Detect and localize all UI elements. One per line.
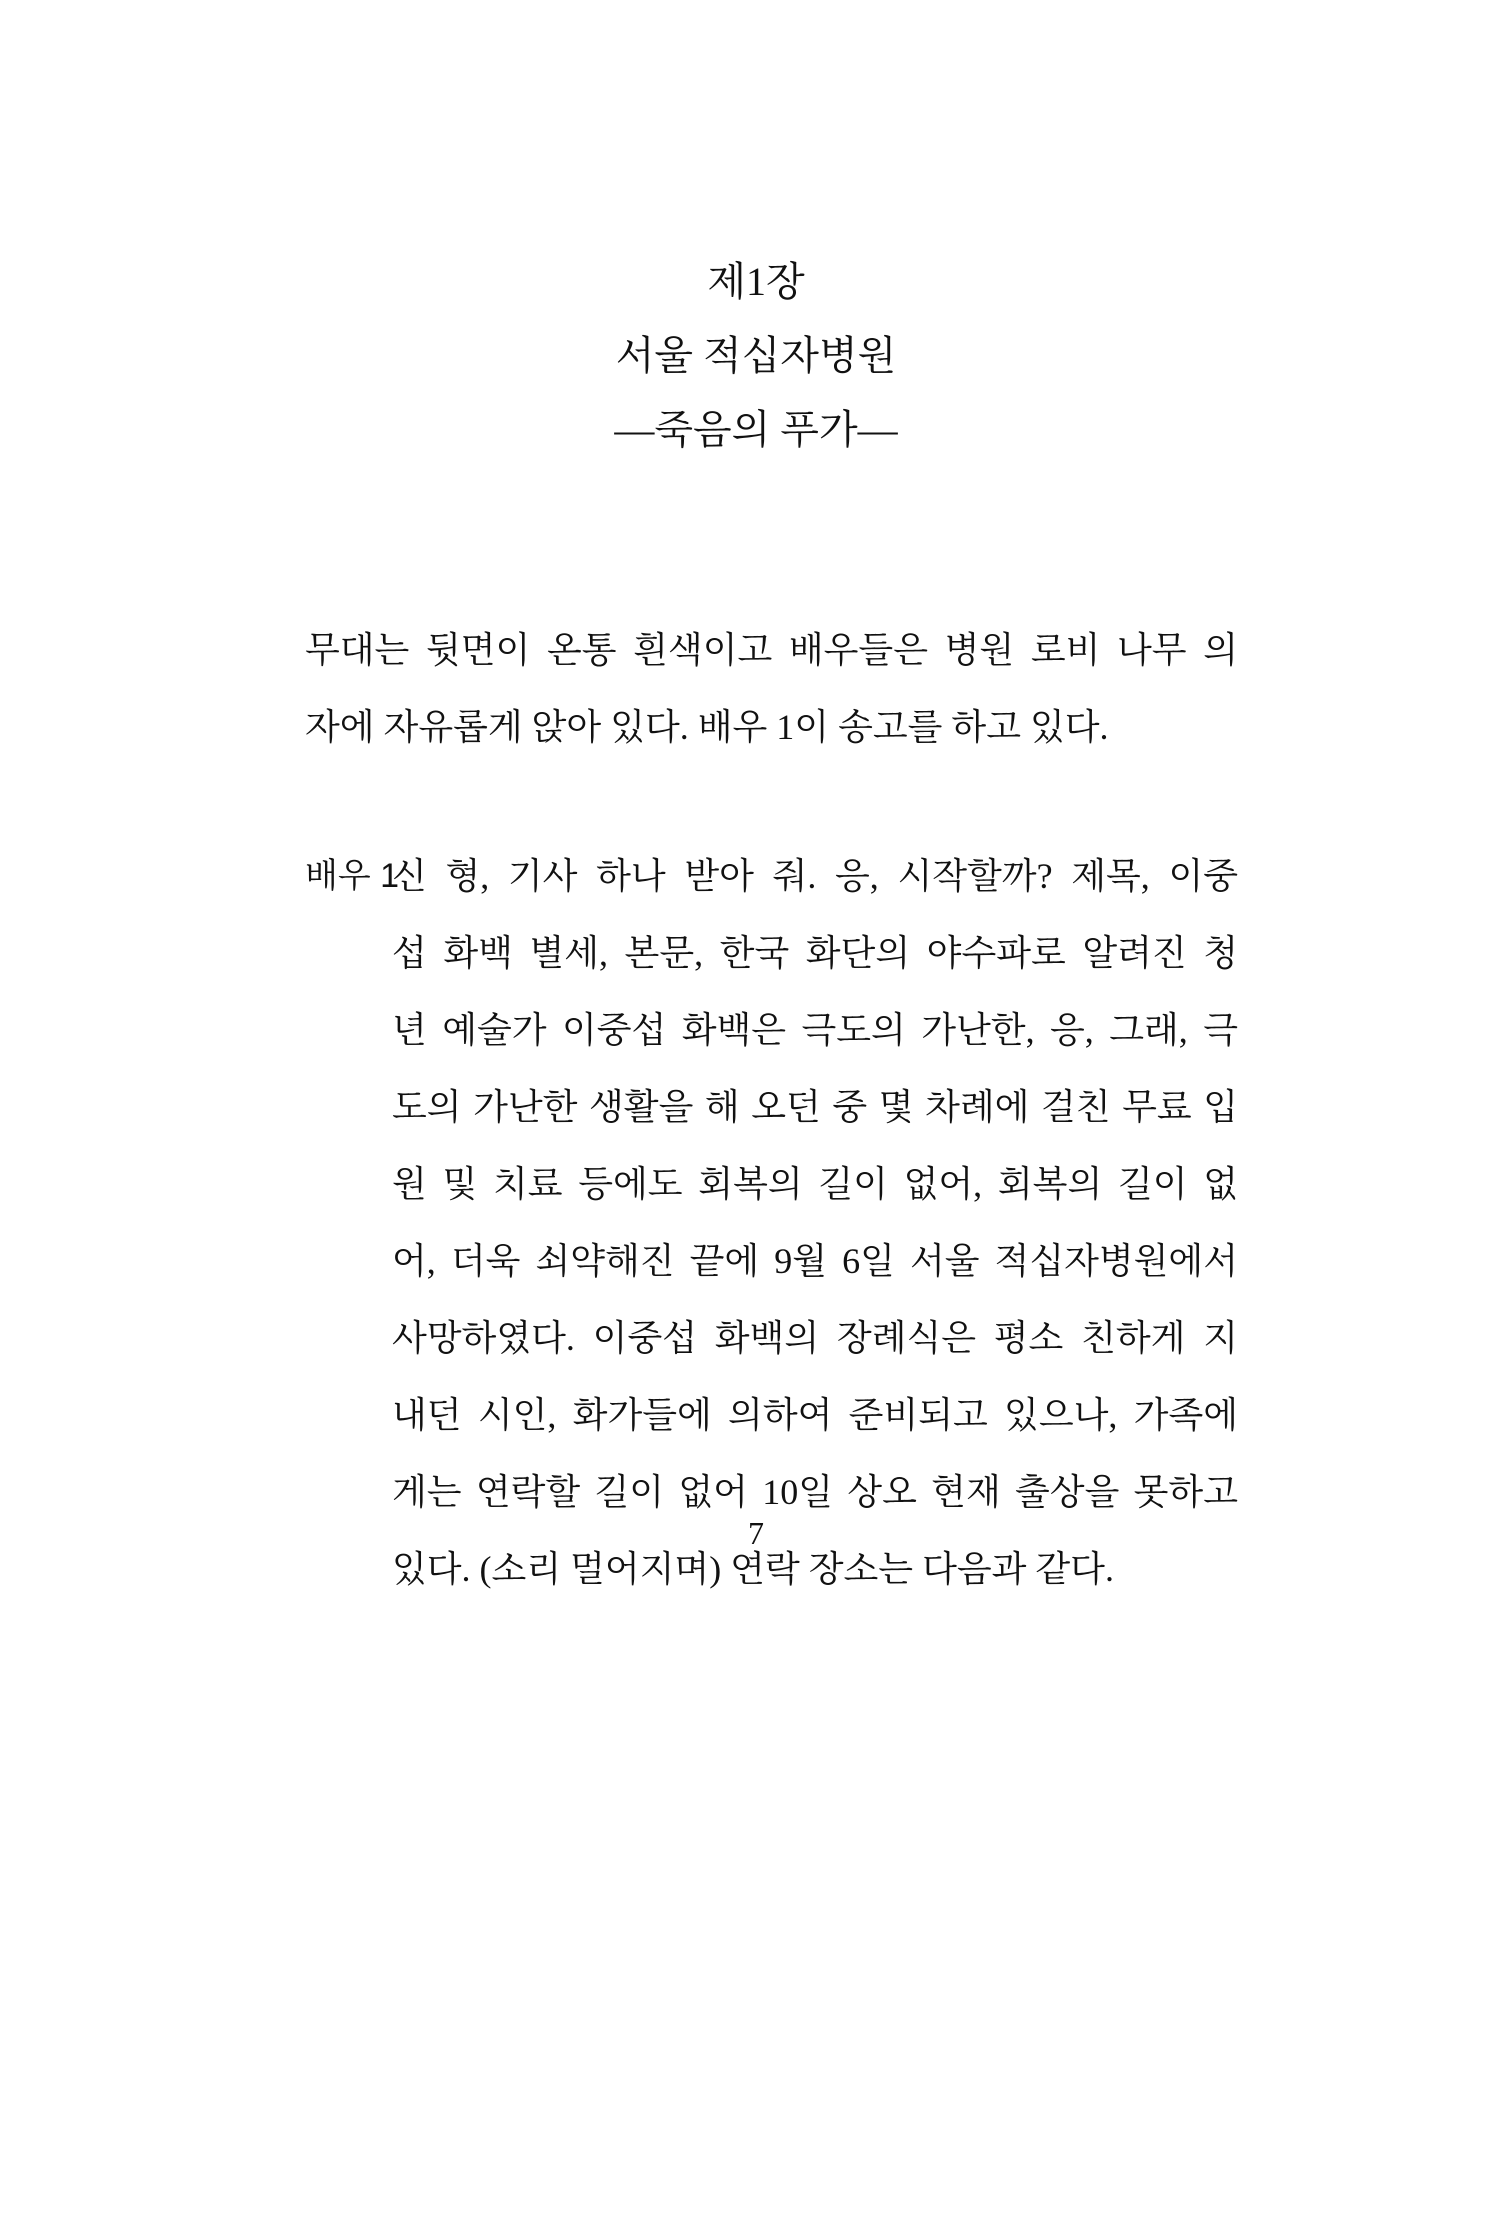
stage-direction-line: 자에 자유롭게 앉아 있다. 배우 1이 송고를 하고 있다. xyxy=(305,707,1109,747)
dialogue-line: 사망하였다. 이중섭 화백의 장례식은 평소 친하게 지 xyxy=(392,1318,1238,1358)
dialogue-line: 원 및 치료 등에도 회복의 길이 없어, 회복의 길이 없 xyxy=(392,1164,1238,1204)
chapter-number: 제1장 xyxy=(707,259,805,304)
chapter-subtitle: ―죽음의 푸가― xyxy=(614,407,898,452)
dialogue-line: 어, 더욱 쇠약해진 끝에 9월 6일 서울 적십자병원에서 xyxy=(392,1241,1238,1281)
dialogue-line: 게는 연락할 길이 없어 10일 상오 현재 출상을 못하고 xyxy=(392,1472,1238,1512)
dialogue-line: 도의 가난한 생활을 해 오던 중 몇 차례에 걸친 무료 입 xyxy=(392,1087,1238,1127)
page-number: 7 xyxy=(748,1515,764,1551)
stage-direction-line: 무대는 뒷면이 온통 흰색이고 배우들은 병원 로비 나무 의 xyxy=(305,630,1238,670)
dialogue-line: 있다. (소리 멀어지며) 연락 장소는 다음과 같다. xyxy=(392,1549,1114,1589)
dialogue-line xyxy=(305,838,1238,915)
speaker-label: 배우 1 xyxy=(305,857,400,895)
dialogue-line: 섭 화백 별세, 본문, 한국 화단의 야수파로 알려진 청 xyxy=(392,933,1238,973)
dialogue-line: 내던 시인, 화가들에 의하여 준비되고 있으나, 가족에 xyxy=(392,1395,1238,1435)
dialogue-block xyxy=(305,838,1238,1608)
dialogue-line: 년 예술가 이중섭 화백은 극도의 가난한, 응, 그래, 극 xyxy=(392,1010,1238,1050)
chapter-heading xyxy=(0,245,1512,467)
chapter-title: 서울 적십자병원 xyxy=(615,333,897,378)
stage-direction xyxy=(305,612,1238,766)
dialogue-text: 신 형, 기사 하나 받아 줘. 응, 시작할까? 제목, 이중 xyxy=(392,856,1238,896)
